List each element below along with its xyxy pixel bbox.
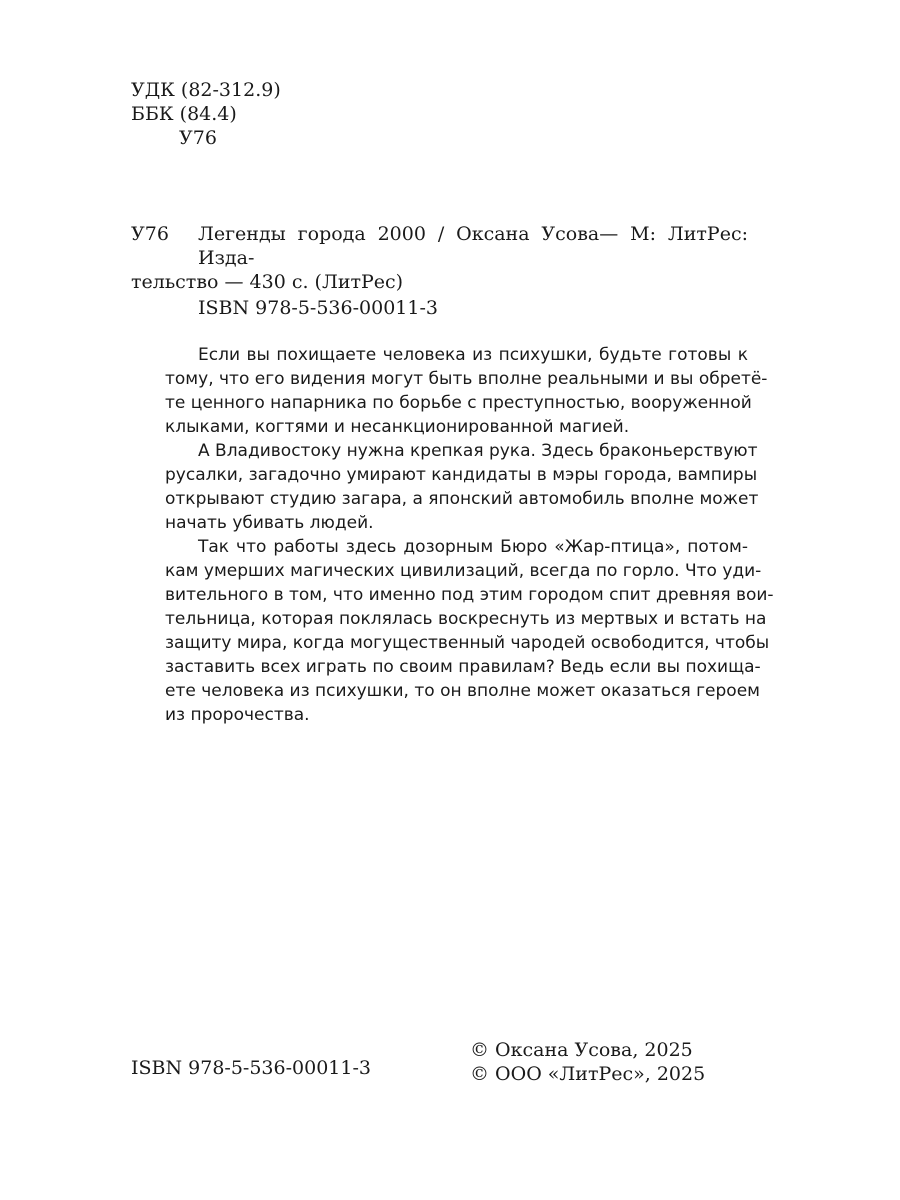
- annotation-line: клыками, когтями и несанкционированной магией.: [165, 417, 630, 437]
- udk-code: УДК (82-312.9): [131, 79, 281, 101]
- annotation-line: кам умерших магических цивилизаций, всегда по горло. Что уди-: [165, 561, 762, 581]
- copyright-publisher: © ООО «ЛитРес», 2025: [470, 1063, 706, 1085]
- annotation-line: из пророчества.: [165, 705, 310, 725]
- annotation-line: тельница, которая поклялась воскреснуть из мертвых и встать на: [165, 609, 767, 629]
- copyright-author: © Оксана Усова, 2025: [470, 1039, 693, 1061]
- annotation-paragraph-1: [165, 343, 768, 439]
- annotation-line: начать убивать людей.: [165, 513, 374, 533]
- annotation: [165, 343, 774, 727]
- annotation-line: защиту мира, когда могущественный чародей освободится, чтобы: [165, 633, 770, 653]
- bibliographic-line-2: тельство — 430 с. (ЛитРес): [131, 271, 404, 293]
- annotation-line: те ценного напарника по борьбе с преступностью, вооруженной: [165, 393, 752, 413]
- annotation-paragraph-3: [165, 535, 774, 727]
- annotation-line: Так что работы здесь дозорным Бюро «Жар-птица», потом-: [198, 537, 748, 557]
- bibliographic-record: [131, 222, 748, 294]
- annotation-line: ете человека из психушки, то он вполне может оказаться героем: [165, 681, 760, 701]
- annotation-paragraph-2: [165, 439, 759, 535]
- copyright-block: [470, 1038, 705, 1086]
- annotation-line: заставить всех играть по своим правилам? Ведь если вы похища-: [165, 657, 761, 677]
- annotation-line: тому, что его видения могут быть вполне реальными и вы обретё-: [165, 369, 768, 389]
- annotation-line: открывают студию загара, а японский автомобиль вполне может: [165, 489, 759, 509]
- isbn-top: ISBN 978-5-536-00011-3: [198, 297, 438, 319]
- author-code: У76: [179, 127, 217, 149]
- isbn-bottom: ISBN 978-5-536-00011-3: [131, 1057, 371, 1079]
- annotation-line: А Владивостоку нужна крепкая рука. Здесь браконьерствуют: [198, 441, 758, 461]
- annotation-line: русалки, загадочно умирают кандидаты в мэры города, вампиры: [165, 465, 758, 485]
- bibliographic-code: У76: [131, 223, 169, 245]
- bibliographic-line-1: Легенды города 2000 / Оксана Усова— М: ЛитРес: Изда-: [198, 223, 748, 269]
- annotation-line: Если вы похищаете человека из психушки, будьте готовы к: [198, 345, 748, 365]
- bbk-code: ББК (84.4): [131, 103, 237, 125]
- annotation-line: вительного в том, что именно под этим городом спит древняя вои-: [165, 585, 774, 605]
- classification-block: [131, 78, 281, 150]
